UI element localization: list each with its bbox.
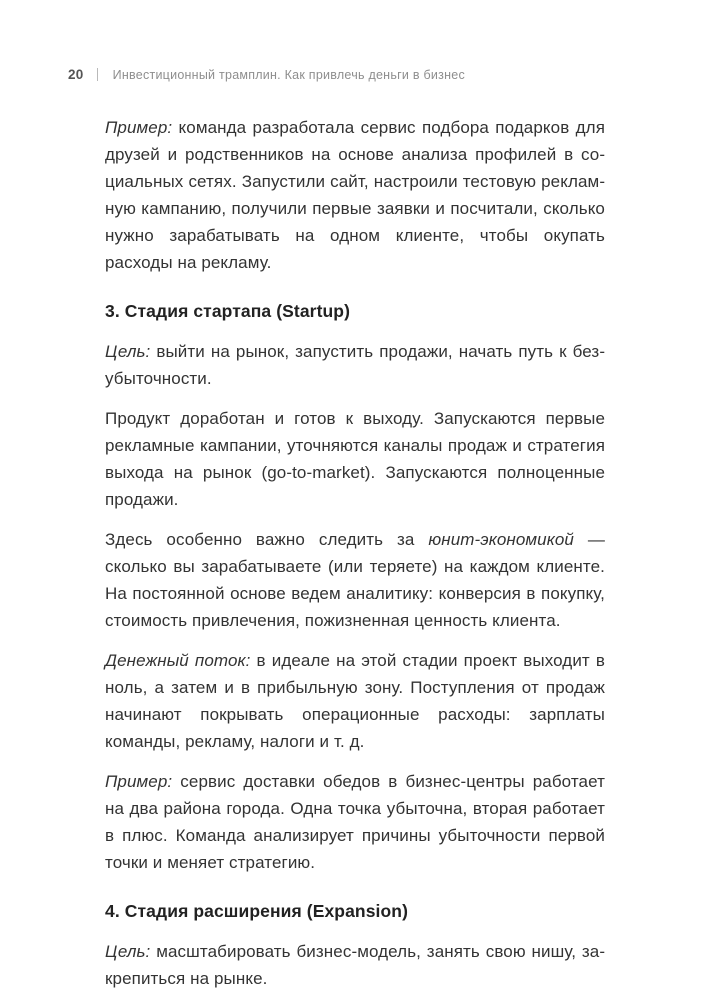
paragraph-product-ready — [105, 405, 605, 513]
paragraph-cash-flow — [105, 647, 605, 755]
paragraph-goal-expansion — [105, 938, 605, 992]
paragraph-emphasis-italic: юнит-экономикой — [428, 530, 574, 549]
page-body — [105, 114, 605, 1001]
paragraph-example-startup — [105, 768, 605, 876]
paragraph-unit-economics — [105, 526, 605, 634]
paragraph-text: выйти на рынок, запустить продажи, начать путь к безубыточности. — [105, 342, 605, 388]
paragraph-example-pre-seed — [105, 114, 605, 276]
paragraph-lead-italic: Пример: — [105, 772, 173, 791]
section-heading-expansion: 4. Стадия расширения (Expansion) — [105, 901, 409, 921]
paragraph-lead-italic: Цель: — [105, 942, 151, 961]
paragraph-text: масштабировать бизнес-модель, занять свою нишу, закрепиться на рынке. — [105, 942, 605, 988]
paragraph-lead-italic: Цель: — [105, 342, 151, 361]
paragraph-lead-italic: Денежный поток: — [105, 651, 251, 670]
paragraph-text: — сколько вы зарабатываете (или теряете) на каждом клиенте. На постоянной основе ведем аналитику: конверсия в покупку, стоимость привлечения, пожизненная ценность клиента. — [105, 530, 605, 630]
running-title: Инвестиционный трамплин. Как привлечь деньги в бизнес — [112, 67, 465, 82]
paragraph-text: в идеале на этой стадии проект выходит в ноль, а затем и в прибыльную зону. Поступления от продаж начинают покрывать операционные расходы: зарплаты команды, рекламу, налоги и т. д. — [105, 651, 605, 751]
paragraph-text: Здесь особенно важно следить за — [105, 530, 429, 549]
paragraph-text: сервис доставки обедов в бизнес-центры работает на два района города. Одна точка убыточна, вторая работает в плюс. Команда анализирует причины убыточности первой точки и меняет стратегию. — [105, 772, 605, 872]
paragraph-lead-italic: Пример: — [105, 118, 173, 137]
paragraph-text: команда разработала сервис подбора подарков для друзей и родственников на основе анализа профилей в социальных сетях. Запустили сайт, настроили тестовую рекламную кампанию, получили первые заявки и посчитали, сколько нужно зарабатывать на одном клиенте, чтобы окупать расходы на рекламу. — [105, 118, 605, 272]
section-heading-startup: 3. Стадия стартапа (Startup) — [105, 301, 351, 321]
paragraph-goal-startup — [105, 338, 605, 392]
page-number: 20 — [68, 67, 84, 82]
paragraph-text: Продукт доработан и готов к выходу. Запускаются первые рекламные кампании, уточняются каналы продаж и стратегия выхода на рынок (go-to-market). Запускаются полноценные продажи. — [105, 409, 605, 509]
page-header — [68, 67, 608, 82]
header-divider — [97, 68, 98, 81]
